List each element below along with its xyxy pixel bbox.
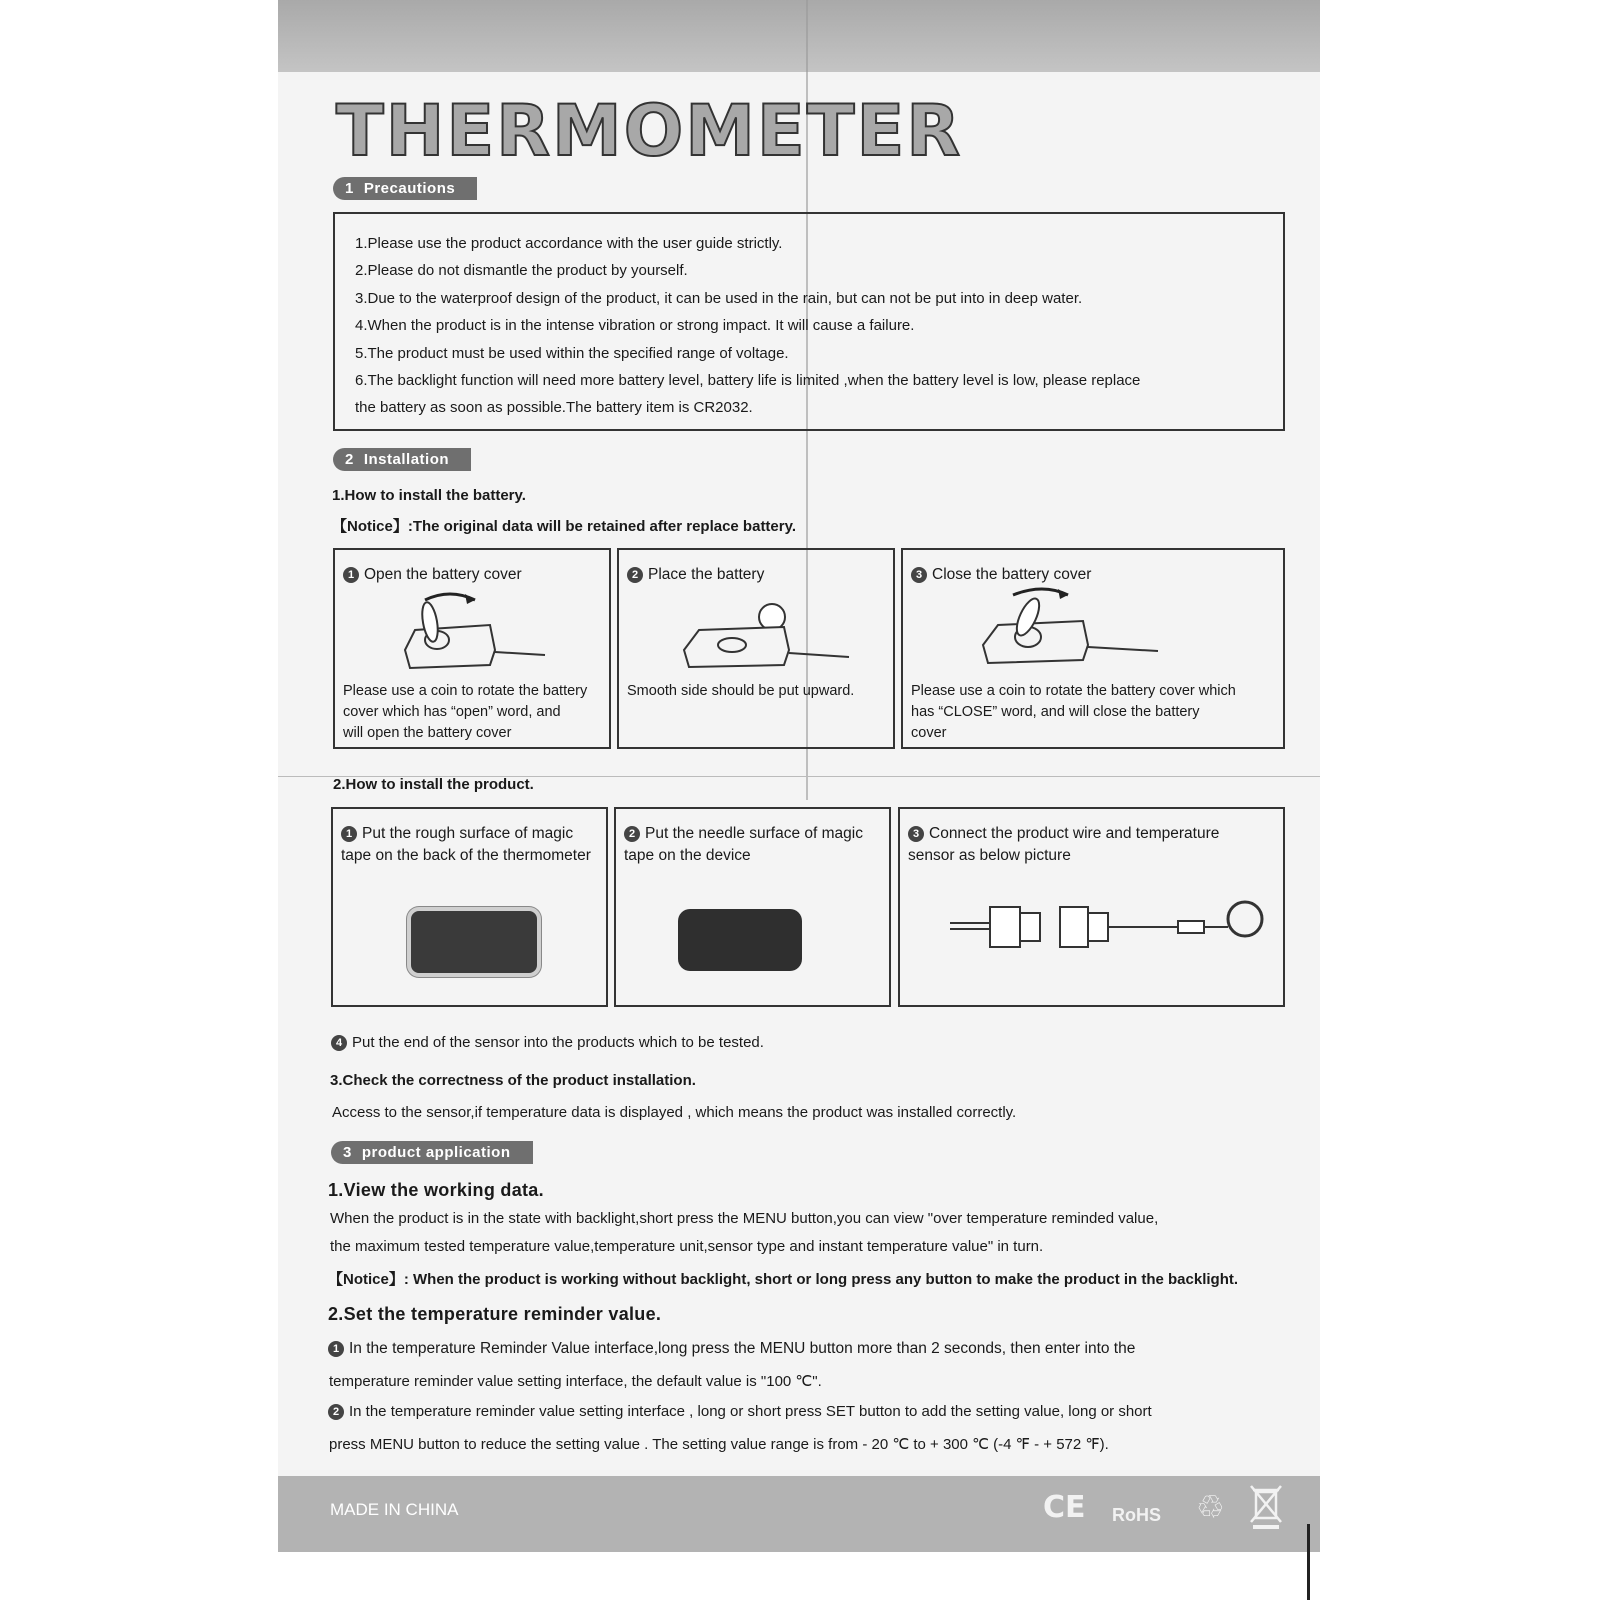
section-label: Precautions (363, 180, 456, 197)
battery-step-2 (617, 548, 895, 749)
step-number-badge: 3 (911, 567, 927, 583)
view-data-heading: 1.View the working data. (328, 1180, 544, 1200)
product-heading: 2.How to install the product. (333, 776, 534, 793)
step-number-badge: 3 (908, 826, 924, 842)
step-number-badge: 2 (627, 567, 643, 583)
step-caption: Open the battery cover (364, 566, 522, 583)
step-caption: Place the battery (648, 566, 765, 583)
step-description: cover which has “open” word, and (343, 704, 561, 720)
precaution-item: 6.The backlight function will need more battery level, battery life is limited ,when the battery level is low, please replace (355, 372, 1141, 389)
section-number: 1 (345, 180, 354, 197)
battery-notice: 【Notice】:The original data will be retained after replace battery. (332, 518, 797, 535)
header-band (278, 0, 1320, 72)
open-cover-illustration (395, 590, 565, 690)
step-description: cover (911, 725, 947, 741)
product-step-3 (898, 807, 1285, 1007)
battery-step-3 (901, 548, 1285, 749)
step-caption: Connect the product wire and temperature (929, 825, 1220, 842)
section-tag-installation (333, 448, 471, 471)
reminder-step-1: In the temperature Reminder Value interface,long press the MENU button more than 2 seconds, then enter into the (349, 1340, 1136, 1357)
step-description: has “CLOSE” word, and will close the battery (911, 704, 1200, 720)
close-cover-illustration (973, 585, 1173, 685)
step-description: Please use a coin to rotate the battery cover which (911, 683, 1236, 699)
section-label: Installation (363, 451, 450, 468)
check-text: Access to the sensor,if temperature data is displayed , which means the product was installed correctly. (332, 1104, 1017, 1121)
step-caption: tape on the back of the thermometer (341, 847, 591, 864)
section-label: product application (361, 1144, 511, 1161)
step-number-badge: 4 (331, 1035, 347, 1051)
step-caption: tape on the device (624, 847, 751, 864)
rohs-mark-icon: RoHS (1112, 1505, 1161, 1525)
step-description: Please use a coin to rotate the battery (343, 683, 588, 699)
magic-tape-needle (678, 909, 802, 971)
step-caption: Put the rough surface of magic (362, 825, 574, 842)
step-caption: Close the battery cover (932, 566, 1092, 583)
ce-mark-icon: CE (1043, 1490, 1086, 1525)
precaution-item: 3.Due to the waterproof design of the product, it can be used in the rain, but can not be put into in deep water. (355, 290, 1083, 307)
reminder-heading: 2.Set the temperature reminder value. (328, 1304, 662, 1324)
view-data-text: the maximum tested temperature value,temperature unit,sensor type and instant temperature value" in turn. (330, 1238, 1044, 1255)
recycle-icon: ♲ (1196, 1488, 1225, 1526)
cable (1307, 1524, 1310, 1600)
step-number-badge: 2 (624, 826, 640, 842)
step-4-text: Put the end of the sensor into the products which to be tested. (352, 1034, 764, 1051)
check-heading: 3.Check the correctness of the product installation. (330, 1072, 696, 1089)
section-number: 3 (343, 1144, 352, 1161)
precaution-item: 5.The product must be used within the specified range of voltage. (355, 345, 789, 362)
step-number-badge: 1 (343, 567, 359, 583)
reminder-step-2: In the temperature reminder value setting interface , long or short press SET button to add the setting value, long or short (349, 1403, 1152, 1420)
section-tag-application (331, 1141, 533, 1164)
precaution-item: the battery as soon as possible.The battery item is CR2032. (355, 399, 753, 416)
product-step-1 (331, 807, 608, 1007)
step-caption: sensor as below picture (908, 847, 1071, 864)
precaution-item: 1.Please use the product accordance with the user guide strictly. (355, 235, 783, 252)
precaution-item: 2.Please do not dismantle the product by yourself. (355, 262, 688, 279)
place-battery-illustration (674, 595, 864, 690)
sensor-wire-illustration (950, 889, 1270, 969)
step-number-badge: 2 (328, 1404, 344, 1420)
step-description: Smooth side should be put upward. (627, 683, 855, 699)
step-caption: Put the needle surface of magic (645, 825, 863, 842)
section-tag-precautions (333, 177, 477, 200)
section-number: 2 (345, 451, 354, 468)
product-step-2 (614, 807, 891, 1007)
view-data-text: When the product is in the state with backlight,short press the MENU button,you can view "over temperature reminded value, (330, 1210, 1159, 1227)
backlight-notice: 【Notice】: When the product is working without backlight, short or long press any button to make the product in the backlight. (328, 1271, 1239, 1288)
precaution-item: 4.When the product is in the intense vibration or strong impact. It will cause a failure. (355, 317, 915, 334)
page-title: THERMOMETER (336, 90, 963, 172)
battery-heading: 1.How to install the battery. (332, 487, 526, 504)
magic-tape-rough (407, 907, 541, 977)
step-number-badge: 1 (341, 826, 357, 842)
weee-bin-icon (1249, 1484, 1283, 1530)
battery-step-1 (333, 548, 611, 749)
step-description: will open the battery cover (343, 725, 512, 741)
made-in-china: MADE IN CHINA (330, 1500, 459, 1519)
reminder-step-1-cont: temperature reminder value setting interface, the default value is "100 ℃". (329, 1373, 822, 1390)
reminder-step-2-cont: press MENU button to reduce the setting value . The setting value range is from - 20 ℃ to + 300 ℃ (-4 ℉ - + 572 ℉). (329, 1436, 1109, 1453)
step-number-badge: 1 (328, 1341, 344, 1357)
